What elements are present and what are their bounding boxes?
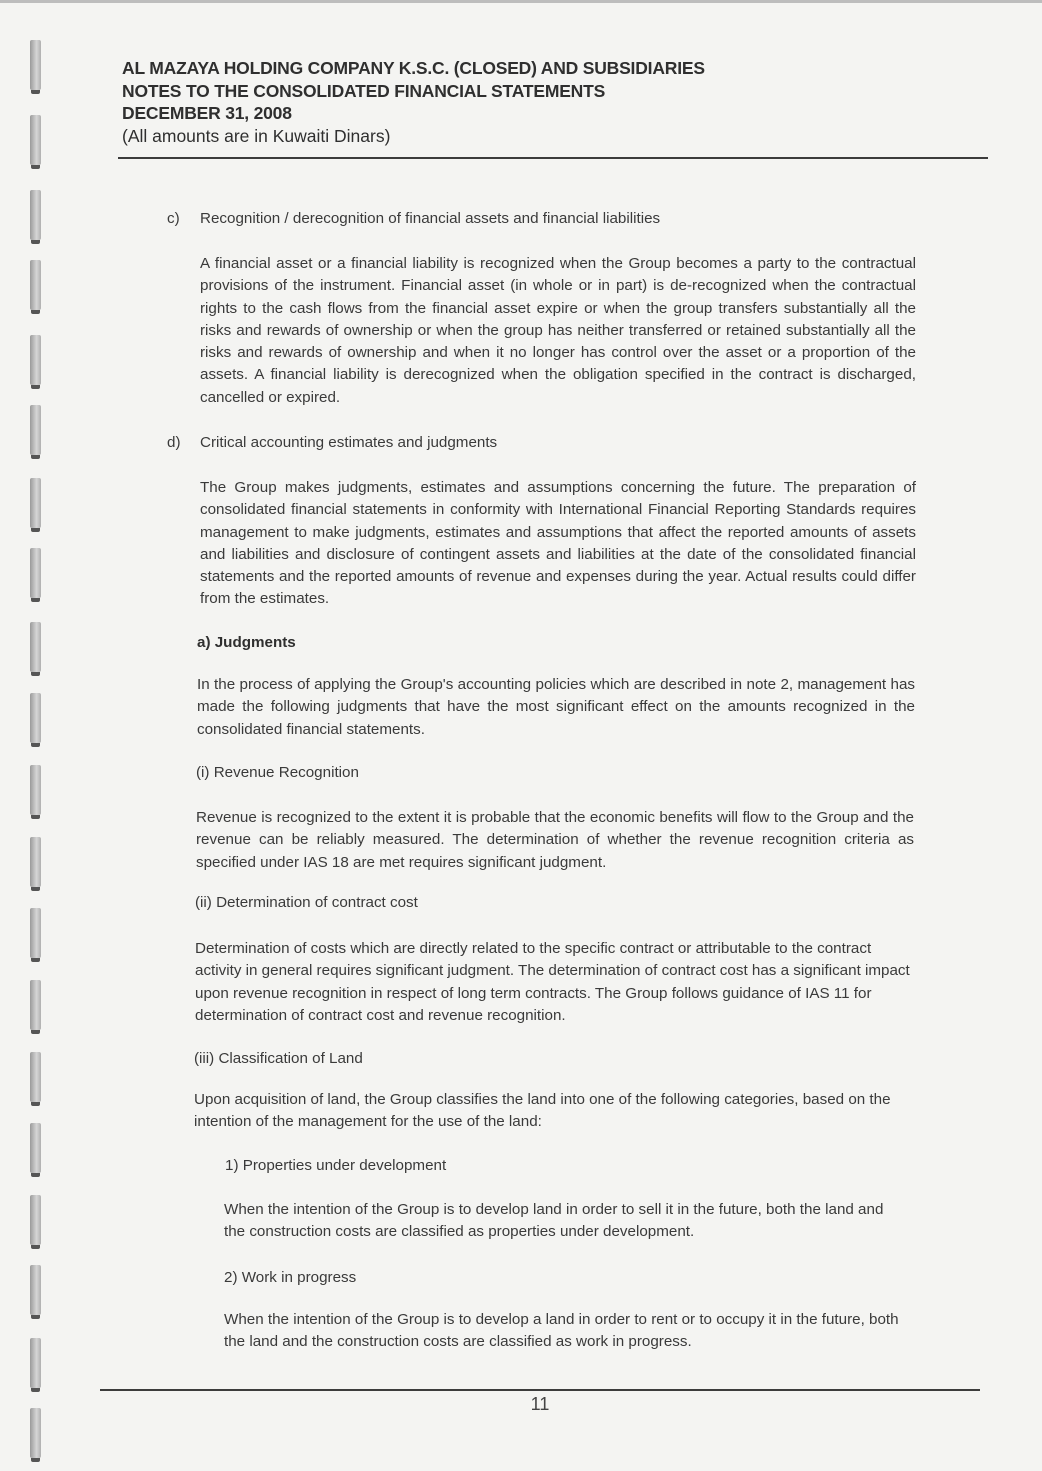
binding-hole <box>30 1123 41 1173</box>
section-d-body: The Group makes judgments, estimates and assumptions concerning the future. The preparation of consolidated financial statements in conformity with International Financial Reporting Standards requires management to make judgments, estimates and assumptions that affect the reported amounts of assets and liabilities and disclosure of contingent assets and liabilities at the date of the consolidated financial statements and the reported amounts of revenue and expenses during the year. Actual results could differ from the estimates. <box>200 479 916 608</box>
binding-hole <box>30 693 41 743</box>
binding-hole <box>30 1408 41 1458</box>
binding-hole <box>30 837 41 887</box>
binding-hole <box>30 1338 41 1388</box>
work-in-progress-body: When the intention of the Group is to develop a land in order to rent or to occupy it in the future, both the land and the construction costs are classified as work in progress. <box>224 1311 899 1351</box>
properties-under-development-body: When the intention of the Group is to develop land in order to sell it in the future, both the land and the construction costs are classified as properties under development. <box>224 1201 884 1241</box>
revenue-recognition-body: Revenue is recognized to the extent it is probable that the economic benefits will flow to the Group and the revenue can be reliably measured. The determination of whether the revenue recognition criteria as specified under IAS 18 are met requires significant judgment. <box>196 809 914 871</box>
binding-hole <box>30 765 41 815</box>
binding-hole <box>30 548 41 598</box>
document-header <box>122 57 987 147</box>
section-d-marker: d) <box>167 434 181 451</box>
revenue-recognition-heading: (i) Revenue Recognition <box>196 764 359 781</box>
properties-under-development-heading: 1) Properties under development <box>225 1157 447 1174</box>
binding-hole <box>30 40 41 90</box>
judgments-heading: a) Judgments <box>197 634 296 651</box>
binding-hole <box>30 622 41 672</box>
binding-holes <box>0 0 60 1471</box>
land-classification-heading: (iii) Classification of Land <box>194 1050 363 1067</box>
company-name: AL MAZAYA HOLDING COMPANY K.S.C. (CLOSED) AND SUBSIDIARIES <box>122 58 705 78</box>
binding-hole <box>30 1195 41 1245</box>
section-d-heading: Critical accounting estimates and judgments <box>200 434 498 451</box>
page-number: 11 <box>530 1394 550 1414</box>
section-c-body: A financial asset or a financial liability is recognized when the Group becomes a party to the contractual provisions of the instrument. Financial asset (in whole or in part) is de-recognized when the contractual rights to the cash flows from the financial asset expire or when the group transfers substantially all the risks and rewards of ownership or when the group has neither transferred or retained substantially all the risks and rewards of ownership and when it no longer has control over the asset or a proportion of the assets. A financial liability is derecognized when the obligation specified in the contract is discharged, cancelled or expired. <box>200 255 916 406</box>
statement-date: DECEMBER 31, 2008 <box>122 103 292 123</box>
contract-cost-body: Determination of costs which are directly related to the specific contract or attributable to the contract activity in general requires significant judgment. The determination of contract cost has a significant impact upon revenue recognition in respect of long term contracts. The Group follows guidance of IAS 11 for determination of contract cost and revenue recognition. <box>195 940 910 1024</box>
currency-note: (All amounts are in Kuwaiti Dinars) <box>122 125 391 146</box>
judgments-intro: In the process of applying the Group's accounting policies which are described in note 2, management has made the following judgments that have the most significant effect on the amounts recognized in the consolidated financial statements. <box>197 676 915 738</box>
section-c-marker: c) <box>167 210 180 227</box>
binding-hole <box>30 260 41 310</box>
statement-title: NOTES TO THE CONSOLIDATED FINANCIAL STATEMENTS <box>122 80 606 101</box>
binding-hole <box>30 115 41 165</box>
footer-divider <box>100 1389 980 1391</box>
binding-hole <box>30 908 41 958</box>
work-in-progress-heading: 2) Work in progress <box>224 1269 357 1286</box>
binding-hole <box>30 1052 41 1102</box>
binding-hole <box>30 405 41 455</box>
top-edge-line <box>0 0 1042 3</box>
header-divider <box>118 157 988 159</box>
land-classification-body: Upon acquisition of land, the Group classifies the land into one of the following categories, based on the intention of the management for the use of the land: <box>194 1091 891 1131</box>
binding-hole <box>30 1265 41 1315</box>
binding-hole <box>30 980 41 1030</box>
binding-hole <box>30 478 41 528</box>
contract-cost-heading: (ii) Determination of contract cost <box>195 894 418 911</box>
binding-hole <box>30 190 41 240</box>
binding-hole <box>30 335 41 385</box>
section-c-heading: Recognition / derecognition of financial assets and financial liabilities <box>200 210 661 227</box>
